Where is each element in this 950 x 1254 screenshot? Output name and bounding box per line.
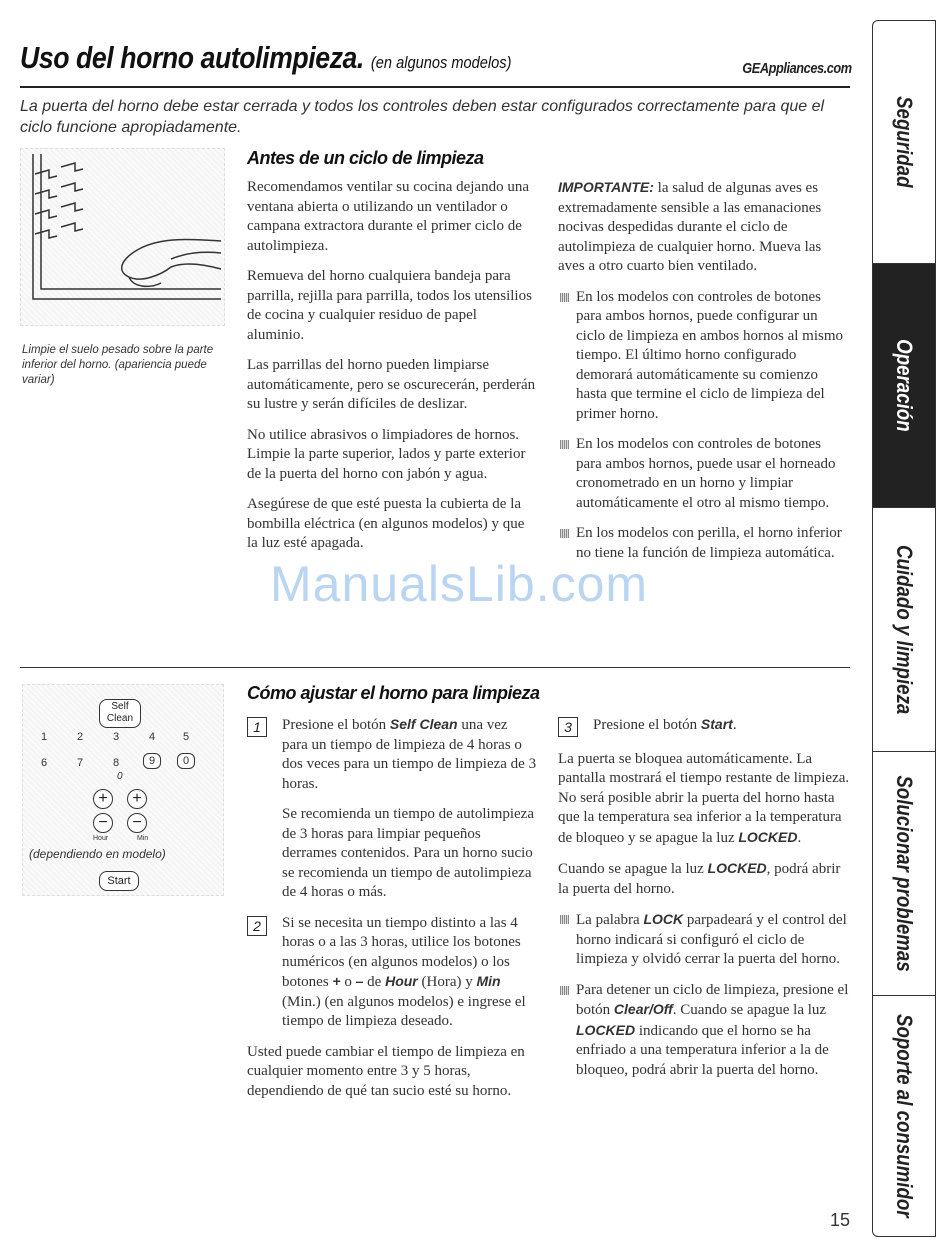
digit-key: 6 bbox=[41, 757, 48, 769]
paragraph: No utilice abrasivos o limpiadores de hornos. Limpie la parte superior, lados y parte exterior de la puerta del horno con jabón y agua. bbox=[247, 426, 526, 482]
tab-solucionar-problemas[interactable] bbox=[872, 751, 936, 996]
hour-label: Hour bbox=[93, 835, 109, 842]
text: , podrá abrir la puerta del horno. bbox=[558, 861, 841, 897]
plus-icon: + bbox=[93, 789, 113, 809]
section1-col1 bbox=[247, 178, 537, 565]
plus-icon: + bbox=[127, 789, 147, 809]
plus-label: + bbox=[332, 973, 341, 989]
title-main: Uso del horno autolimpieza. bbox=[20, 40, 364, 75]
digit-key: 7 bbox=[77, 757, 84, 769]
section-divider bbox=[20, 667, 850, 668]
keypad-illustration bbox=[22, 684, 224, 896]
paragraph: Usted puede cambiar el tiempo de limpieza en cualquier momento entre 3 y 5 horas, dependiendo de qué tan sucio esté su horno. bbox=[247, 1043, 525, 1099]
page-number: 15 bbox=[829, 1210, 850, 1230]
keypad-caption: (dependiendo en modelo) bbox=[29, 847, 166, 861]
text: Para detener un ciclo de limpieza, presione el botón bbox=[576, 981, 849, 1018]
clear-off-label: Clear/Off bbox=[613, 1001, 673, 1017]
site-url: GEAppliances.com bbox=[742, 60, 852, 77]
digit-key: 9 bbox=[143, 753, 161, 769]
important-text: la salud de algunas aves es extremadamente sensible a las emanaciones nocivas despedidas durante el ciclo de autolimpieza de cualquier horno. Mueva las aves a otro cuarto bien ventilado. bbox=[558, 180, 822, 274]
start-key: Start bbox=[99, 871, 139, 891]
oven-cleaning-illustration bbox=[20, 148, 225, 326]
section1-col2 bbox=[558, 178, 850, 574]
text: . Cuando se apague la luz bbox=[672, 1002, 827, 1018]
step-text bbox=[282, 914, 537, 1032]
digit-key: 1 bbox=[41, 731, 48, 743]
self-clean-key: Self Clean bbox=[99, 699, 141, 728]
text: . bbox=[797, 829, 802, 846]
text: . bbox=[732, 717, 737, 733]
list-item: En los modelos con controles de botones para ambos hornos, puede configurar un ciclo de limpieza en ambos hornos al mismo tiempo. El último horno configurado demorará automáticamente su comienzo hasta que termine el ciclo de limpieza del primer horno. bbox=[558, 288, 850, 425]
step-text bbox=[282, 715, 537, 794]
important-label: IMPORTANTE: bbox=[558, 179, 654, 195]
locked-label: LOCKED bbox=[576, 1021, 636, 1038]
oven-interior-icon bbox=[21, 149, 224, 325]
tab-label: Operación bbox=[892, 339, 917, 432]
self-clean-label: Self Clean bbox=[389, 716, 458, 732]
paragraph bbox=[558, 750, 850, 849]
digit-key: 2 bbox=[77, 731, 84, 743]
tab-soporte-al-consumidor[interactable] bbox=[872, 995, 936, 1237]
title-subtitle: (en algunos modelos) bbox=[370, 53, 512, 72]
tab-seguridad[interactable] bbox=[872, 20, 936, 264]
section2-col2 bbox=[558, 715, 850, 1091]
text: (Min.) (en algunos modelos) e ingrese el tiempo de limpieza deseado. bbox=[282, 993, 526, 1029]
digit-key: 5 bbox=[183, 731, 190, 743]
text: Cuando se apague la luz bbox=[558, 861, 708, 877]
important-note bbox=[558, 178, 850, 277]
digit-key: 3 bbox=[113, 731, 120, 743]
text: La puerta se bloquea automáticamente. La pantalla mostrará el tiempo restante de limpieza. No será posible abrir la puerta del horno hasta que la temperatura sea inferior a la temperatura de bloqueo y se apague la luz bbox=[558, 750, 850, 846]
step-text bbox=[593, 715, 850, 736]
text: parpadeará y el control del horno indicará si configuró el ciclo de limpieza y olvidó cerrar la puerta del horno. bbox=[576, 912, 847, 967]
step-number: 3 bbox=[558, 717, 578, 737]
step-3 bbox=[558, 715, 850, 736]
lock-label: LOCK bbox=[643, 911, 684, 927]
watermark: ManualsLib.com bbox=[270, 556, 649, 612]
step-text: Se recomienda un tiempo de autolimpieza de 3 horas para limpiar pequeños derrames contenidos. Para un horno sucio se recomienda un tiempo de autolimpieza de 4 horas o más. bbox=[282, 806, 534, 900]
paragraph bbox=[558, 859, 850, 899]
page-title bbox=[20, 40, 511, 76]
digit-key: 4 bbox=[149, 731, 156, 743]
start-label: Start bbox=[700, 716, 733, 732]
text: Presione el botón bbox=[593, 717, 701, 733]
step-2 bbox=[247, 914, 537, 1032]
paragraph: Las parrillas del horno pueden limpiarse automáticamente, pero se oscurecerán, perderán su lustre y serán difíciles de deslizar. bbox=[247, 357, 536, 412]
text: Presione el botón bbox=[282, 717, 390, 733]
minus-icon: − bbox=[93, 813, 113, 833]
paragraph: Recomendamos ventilar su cocina dejando una ventana abierta o utilizando un ventilador o campana extractora durante el primer ciclo de autolimpieza. bbox=[247, 179, 529, 254]
minus-icon: − bbox=[127, 813, 147, 833]
list-item: En los modelos con perilla, el horno inferior no tiene la función de limpieza automática. bbox=[558, 524, 850, 563]
text: Si se necesita un tiempo distinto a las 4 horas o a las 3 horas, utilice los botones numéricos (en algunos modelos) o los botones bbox=[282, 914, 521, 990]
tab-operacion[interactable] bbox=[872, 263, 936, 508]
digit-key: 8 bbox=[113, 757, 120, 769]
zero-label: 0 bbox=[117, 771, 123, 782]
text: una vez para un tiempo de limpieza de 4 horas o dos veces para un tiempo de limpieza de 3 horas. bbox=[282, 717, 537, 792]
paragraph: Remueva del horno cualquiera bandeja para parrilla, rejilla para parrilla, todos los utensilios de cocina y cualquier residuo de papel aluminio. bbox=[247, 268, 532, 343]
locked-label: LOCKED bbox=[738, 828, 798, 845]
intro-text: La puerta del horno debe estar cerrada y todos los controles deben estar configurados correctamente para que el ciclo funcione apropiadamente. bbox=[20, 98, 825, 136]
text: La palabra bbox=[576, 912, 644, 928]
paragraph: Asegúrese de que esté puesta la cubierta de la bombilla eléctrica (en algunos modelos) y que la luz esté apagada. bbox=[247, 496, 525, 551]
tab-cuidado-y-limpieza[interactable] bbox=[872, 507, 936, 752]
locked-label: LOCKED bbox=[707, 860, 767, 876]
step-number: 1 bbox=[247, 717, 267, 737]
section2-col1 bbox=[247, 715, 537, 1112]
minus-label: – bbox=[355, 973, 364, 989]
text: (Hora) y bbox=[417, 974, 477, 990]
min-label: Min bbox=[137, 835, 149, 842]
text: de bbox=[363, 974, 386, 990]
top-rule bbox=[20, 86, 850, 88]
section1-heading: Antes de un ciclo de limpieza bbox=[247, 148, 484, 168]
tab-label: Seguridad bbox=[892, 96, 917, 188]
list-item bbox=[558, 910, 850, 970]
text: indicando que el horno se ha enfriado a una temperatura inferior a la de bloqueo, podrá abrir la puerta del horno. bbox=[576, 1022, 829, 1078]
list-item bbox=[558, 981, 850, 1081]
list-item: En los modelos con controles de botones para ambos hornos, puede usar el horneado cronometrado en un horno y limpiar automáticamente el otro al mismo tiempo. bbox=[558, 435, 850, 513]
tab-label: Soporte al consumidor bbox=[892, 1014, 917, 1218]
step-number: 2 bbox=[247, 916, 267, 936]
text: o bbox=[340, 974, 356, 990]
step-1 bbox=[247, 715, 537, 903]
min-label: Min bbox=[476, 973, 501, 989]
tab-label: Cuidado y limpieza bbox=[892, 544, 917, 715]
tab-label: Solucionar problemas bbox=[892, 775, 917, 972]
digit-key: 0 bbox=[177, 753, 195, 769]
section2-heading: Cómo ajustar el horno para limpieza bbox=[247, 683, 540, 703]
hour-label: Hour bbox=[385, 973, 418, 989]
figure1-caption: Limpie el suelo pesado sobre la parte inferior del horno. (apariencia puede variar) bbox=[22, 344, 214, 386]
